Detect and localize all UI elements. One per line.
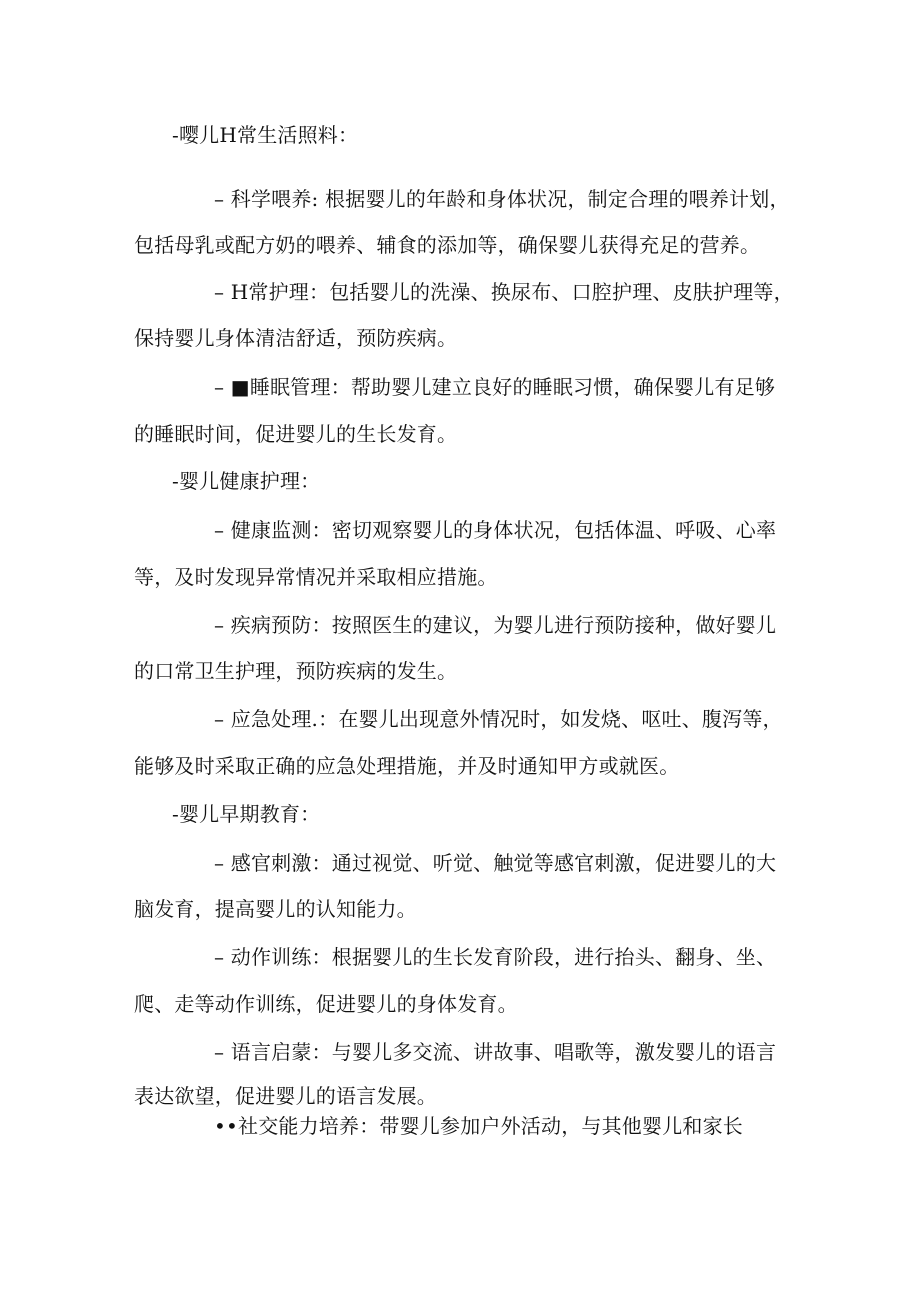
item-disease-prevention-line1: – 疾病预防：按照医生的建议，为婴儿进行预防接种，做好婴儿 xyxy=(214,613,777,637)
item-scientific-feeding-line2: 包括母乳或配方奶的喂养、辅食的添加等，确保婴儿获得充足的营养。 xyxy=(134,233,761,257)
item-sleep-management-line2: 的睡眠时间，促进婴儿的生长发育。 xyxy=(134,422,458,446)
item-daily-nursing-line1: – H常护理：包括婴儿的洗澡、换尿布、口腔护理、皮肤护理等， xyxy=(214,280,794,304)
item-sensory-stimulation-line2: 脑发育，提高婴儿的认知能力。 xyxy=(134,897,417,921)
item-emergency-handling-line1: – 应急处理.：在婴儿出现意外情况时，如发烧、呕吐、腹泻等， xyxy=(214,707,783,731)
item-motor-training-line2: 爬、走等动作训练，促进婴儿的身体发育。 xyxy=(134,992,518,1016)
item-social-skills-line1: ••社交能力培养：带婴儿参加户外活动，与其他婴儿和家长 xyxy=(214,1114,743,1138)
item-sensory-stimulation-line1: – 感官刺激：通过视觉、听觉、触觉等感官刺激，促进婴儿的大 xyxy=(214,851,777,875)
item-emergency-handling-line2: 能够及时采取正确的应急处理措施，并及时通知甲方或就医。 xyxy=(134,754,680,778)
section-heading-early-education: -婴儿早期教育： xyxy=(172,802,321,826)
item-disease-prevention-line2: 的口常卫生护理，预防疾病的发生。 xyxy=(134,659,458,683)
item-language-enlightenment-line2: 表达欲望，促进婴儿的语言发展。 xyxy=(134,1084,437,1108)
item-health-monitoring-line2: 等，及时发现异常情况并采取相应措施。 xyxy=(134,565,498,589)
item-sleep-management-line1: – ■睡眠管理：帮助婴儿建立良好的睡眠习惯，确保婴儿有足够 xyxy=(214,375,776,399)
item-scientific-feeding-line1: – 科学喂养: 根据婴儿的年龄和身体状况，制定合理的喂养计划， xyxy=(214,187,790,211)
item-motor-training-line1: – 动作训练：根据婴儿的生长发育阶段，进行抬头、翻身、坐、 xyxy=(214,945,777,969)
item-health-monitoring-line1: – 健康监测：密切观察婴儿的身体状况，包括体温、呼吸、心率 xyxy=(214,518,777,542)
section-heading-daily-care: -嘤儿H常生活照料： xyxy=(172,123,359,147)
item-language-enlightenment-line1: – 语言启蒙：与婴儿多交流、讲故事、唱歌等，激发婴儿的语言 xyxy=(214,1040,777,1064)
item-daily-nursing-line2: 保持婴儿身体清洁舒适，预防疾病。 xyxy=(134,326,458,350)
section-heading-health-care: -婴儿健康护理： xyxy=(172,469,321,493)
